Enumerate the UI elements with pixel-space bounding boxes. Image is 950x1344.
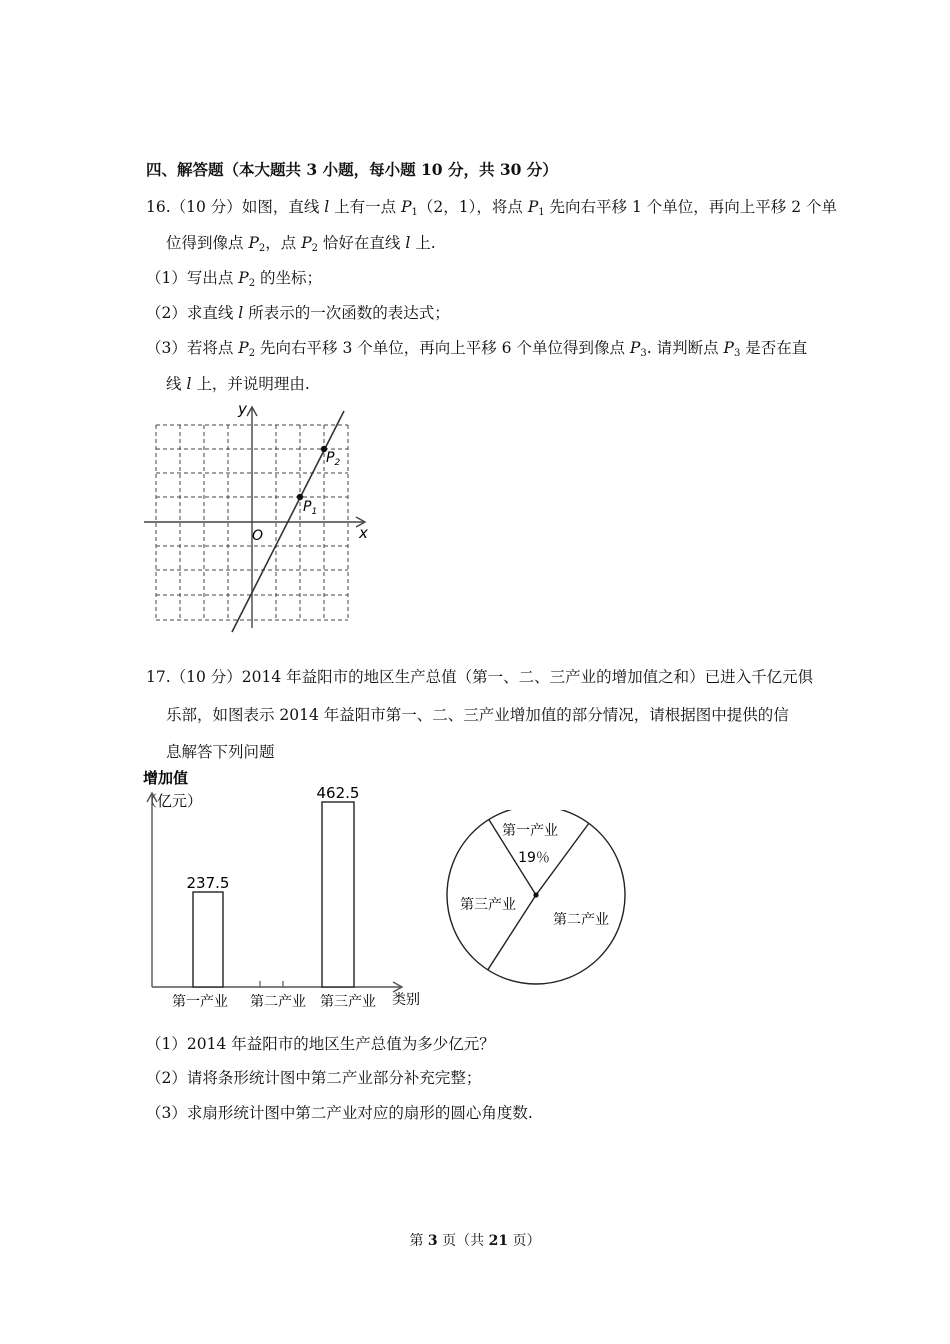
q16-text: ，点 [265, 234, 302, 252]
coordinate-grid-figure [140, 400, 380, 640]
p1-subscript: 1 [311, 507, 318, 517]
q16-text: （3）若将点 [146, 339, 239, 357]
var-p: P [238, 339, 249, 357]
q17-part1: （1）2014 年益阳市的地区生产总值为多少亿元？ [146, 1035, 495, 1053]
q16-text: （1）写出点 [146, 269, 239, 287]
var-l: l [186, 375, 192, 393]
var-l: l [238, 304, 244, 322]
subscript: 2 [248, 348, 256, 359]
footer-text: 页（共 [437, 1233, 489, 1249]
q16-text: 位得到像点 [166, 234, 249, 252]
var-p: P [723, 339, 734, 357]
q16-text: 先向右平移 1 个单位，再向上平移 2 个单 [544, 198, 837, 216]
q16-text: ，将点 [476, 198, 528, 216]
q16-part3-line1 [146, 338, 807, 358]
p1-coord: （2，1） [417, 198, 477, 216]
bar-tertiary [322, 802, 354, 987]
var-p: P [527, 198, 539, 216]
q16-part3-line2 [166, 374, 310, 394]
p1-letter: P [303, 499, 312, 515]
q17-stem-line3: 息解答下列问题 [166, 743, 275, 761]
pie-center-dot [533, 892, 538, 897]
pie-label-secondary: 第二产业 [553, 912, 609, 928]
q16-text: 恰好在直线 [318, 234, 406, 252]
section-title: 四、解答题（本大题共 3 小题，每小题 10 分，共 30 分） [146, 160, 558, 179]
var-p: P [629, 339, 641, 357]
q16-stem-line1 [146, 197, 837, 217]
bar-category-label: 第三产业 [320, 994, 376, 1010]
q16-text: （2）求直线 [146, 304, 239, 322]
q16-text: 线 [166, 375, 187, 393]
bar-chart-yunit: （亿元） [142, 792, 203, 810]
var-p: P [401, 198, 412, 216]
bar-category-label: 第二产业 [250, 994, 306, 1010]
q16-text: 上. [410, 234, 436, 252]
q16-text: 上，并说明理由. [191, 375, 310, 393]
footer-text: 第 [409, 1233, 428, 1249]
q16-stem-line2 [166, 233, 436, 253]
pie-label-tertiary: 第三产业 [460, 897, 516, 913]
subscript: 2 [258, 243, 266, 254]
q16-text: 的坐标； [255, 269, 323, 287]
q17-stem-line2: 乐部，如图表示 2014 年益阳市第一、二、三产业增加值的部分情况，请根据图中提供的信 [166, 706, 789, 724]
var-l: l [405, 234, 411, 252]
bar-category-label: 第一产业 [172, 994, 228, 1010]
pie-label-primary: 第一产业 [502, 823, 558, 839]
var-p: P [301, 234, 312, 252]
subscript: 3 [733, 348, 741, 359]
bar-primary [193, 892, 223, 987]
q16-score: （10 分） [170, 198, 242, 216]
p2-letter: P [326, 450, 335, 466]
q16-part1 [146, 268, 322, 288]
q16-text: 所表示的一次函数的表达式； [243, 304, 450, 322]
var-l: l [324, 198, 330, 216]
footer-text: 页） [508, 1233, 541, 1249]
subscript: 1 [411, 207, 418, 218]
pie-percent-primary: 19％ [518, 850, 550, 866]
q16-text: 上有一点 [329, 198, 402, 216]
q16-text: 先向右平移 3 个单位，再向上平移 6 个单位得到像点 [255, 339, 630, 357]
q17-part3: （3）求扇形统计图中第二产业对应的扇形的圆心角度数. [146, 1104, 533, 1122]
q16-number: 16. [146, 198, 171, 216]
bar-value-label: 462.5 [316, 784, 360, 802]
pie-chart [440, 810, 640, 1000]
q16-text: 是否在直 [740, 339, 808, 357]
y-axis-label: y [238, 400, 247, 418]
bar-value-label: 237.5 [186, 874, 230, 892]
subscript: 1 [538, 207, 545, 218]
q16-part2 [146, 303, 450, 323]
q16-text: . 请判断点 [646, 339, 724, 357]
q17-part2: （2）请将条形统计图中第二产业部分补充完整； [146, 1069, 482, 1087]
p1-label [303, 499, 317, 517]
footer-total-pages: 21 [488, 1233, 509, 1249]
footer-page-number: 3 [427, 1233, 438, 1249]
origin-label: O [252, 528, 264, 544]
subscript: 2 [311, 243, 318, 254]
q16-text: 如图，直线 [241, 198, 325, 216]
var-p: P [248, 234, 259, 252]
var-p: P [238, 269, 249, 287]
q17-stem-line1: 17.（10 分）2014 年益阳市的地区生产总值（第一、二、三产业的增加值之和）已进入千亿元俱 [146, 668, 814, 686]
bar-chart-ylabel: 增加值 [143, 769, 189, 787]
page-footer [0, 1230, 950, 1250]
x-axis-label: x [359, 524, 368, 542]
subscript: 2 [248, 278, 256, 289]
p2-subscript: 2 [334, 458, 341, 468]
bar-chart [140, 765, 440, 1015]
bar-chart-xlabel: 类别 [392, 992, 420, 1008]
p2-label [326, 450, 340, 468]
subscript: 3 [640, 348, 647, 359]
